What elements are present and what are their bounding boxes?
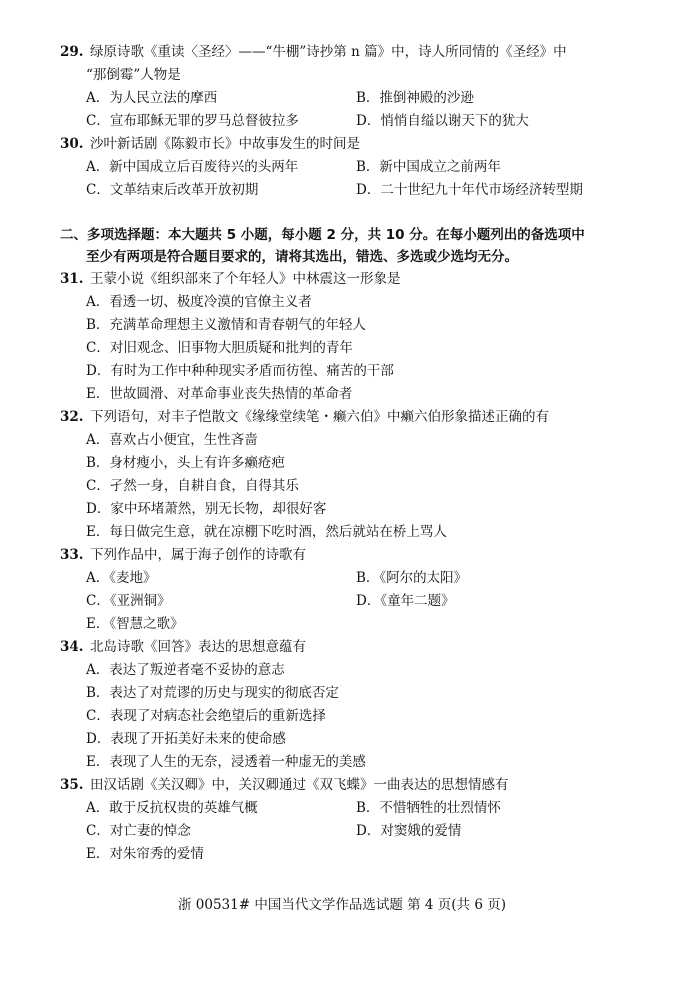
q35-option-d: D．对窦娥的爱情	[356, 823, 462, 839]
q31-option-a: A．看透一切、极度冷漠的官僚主义者	[86, 294, 312, 310]
q31-option-e: E．世故圆滑、对革命事业丧失热情的革命者	[86, 386, 353, 402]
q29-stem	[60, 43, 567, 61]
q34-option-e: E．表现了人生的无奈，浸透着一种虚无的美感	[86, 754, 366, 770]
q33-option-d: D．《童年二题》	[356, 593, 455, 609]
q30-number: 30.	[60, 136, 84, 152]
section2-instructions-line2: 至少有两项是符合题目要求的，请将其选出，错选、多选或少选均无分。	[86, 249, 518, 265]
q32-option-a: A．喜欢占小便宜，生性吝啬	[86, 432, 258, 448]
q29-stem-cont: “那倒霉”人物是	[86, 67, 181, 83]
q35-option-e: E．对朱帘秀的爱情	[86, 846, 204, 862]
q31-option-b: B．充满革命理想主义激情和青春朝气的年轻人	[86, 317, 366, 333]
q31-option-d: D．有时为工作中种种现实矛盾而彷徨、痛苦的干部	[86, 363, 394, 379]
q33-option-e: E．《智慧之歌》	[86, 616, 184, 632]
q30-option-d: D．二十世纪九十年代市场经济转型期	[356, 182, 583, 198]
page-footer: 浙 00531# 中国当代文学作品选试题 第 4 页(共 6 页)	[177, 897, 506, 913]
q31-stem-text: 王蒙小说《组织部来了个年轻人》中林震这一形象是	[90, 271, 401, 287]
q32-option-b: B．身材瘦小，头上有许多癞疮疤	[86, 455, 285, 471]
q32-option-e: E．每日做完生意，就在凉棚下吃时酒，然后就站在桥上骂人	[86, 524, 447, 540]
q35-option-b: B．不惜牺牲的壮烈情怀	[356, 800, 501, 816]
q34-option-c: C．表现了对病态社会绝望后的重新选择	[86, 708, 326, 724]
q33-stem	[60, 546, 306, 564]
q31-stem	[60, 270, 401, 288]
q35-stem	[60, 776, 509, 794]
q31-number: 31.	[60, 271, 84, 287]
q33-option-c: C．《亚洲铜》	[86, 593, 171, 609]
q35-option-a: A．敢于反抗权贵的英雄气概	[86, 800, 258, 816]
q29-number: 29.	[60, 44, 84, 60]
q34-number: 34.	[60, 639, 84, 655]
q32-stem	[60, 408, 549, 426]
q34-option-b: B．表达了对荒谬的历史与现实的彻底否定	[86, 685, 339, 701]
section2-instructions-line1: 二、多项选择题：本大题共 5 小题，每小题 2 分，共 10 分。在每小题列出的备选项中	[60, 227, 585, 243]
q32-stem-text: 下列语句，对丰子恺散文《缘缘堂续笔・癞六伯》中癞六伯形象描述正确的有	[90, 409, 549, 425]
q32-option-c: C．孑然一身，自耕自食，自得其乐	[86, 478, 299, 494]
q33-option-a: A．《麦地》	[86, 570, 157, 586]
q29-option-b: B．推倒神殿的沙逊	[356, 90, 474, 106]
q34-stem-text: 北岛诗歌《回答》表达的思想意蕴有	[90, 639, 306, 655]
q30-stem-text: 沙叶新话剧《陈毅市长》中故事发生的时间是	[90, 136, 360, 152]
q30-option-a: A．新中国成立后百废待兴的头两年	[86, 159, 299, 175]
q35-number: 35.	[60, 777, 84, 793]
q34-stem	[60, 638, 306, 656]
q29-option-a: A．为人民立法的摩西	[86, 90, 218, 106]
q29-option-c: C．宣布耶稣无罪的罗马总督彼拉多	[86, 113, 299, 129]
q30-stem	[60, 135, 360, 153]
q32-option-d: D．家中环堵萧然，别无长物，却很好客	[86, 501, 327, 517]
q30-option-b: B．新中国成立之前两年	[356, 159, 501, 175]
q31-option-c: C．对旧观念、旧事物大胆质疑和批判的青年	[86, 340, 353, 356]
q29-stem-text: 绿原诗歌《重读〈圣经〉——“牛棚”诗抄第 n 篇》中，诗人所同情的《圣经》中	[90, 44, 567, 60]
q33-number: 33.	[60, 547, 84, 563]
q34-option-a: A．表达了叛逆者毫不妥协的意志	[86, 662, 285, 678]
q30-option-c: C．文革结束后改革开放初期	[86, 182, 259, 198]
q35-stem-text: 田汉话剧《关汉卿》中，关汉卿通过《双飞蝶》一曲表达的思想情感有	[90, 777, 509, 793]
q29-option-d: D．悄悄自缢以谢天下的犹大	[356, 113, 529, 129]
q32-number: 32.	[60, 409, 84, 425]
q33-option-b: B．《阿尔的太阳》	[356, 570, 468, 586]
q35-option-c: C．对亡妻的悼念	[86, 823, 191, 839]
q34-option-d: D．表现了开拓美好未来的使命感	[86, 731, 286, 747]
q33-stem-text: 下列作品中，属于海子创作的诗歌有	[90, 547, 306, 563]
